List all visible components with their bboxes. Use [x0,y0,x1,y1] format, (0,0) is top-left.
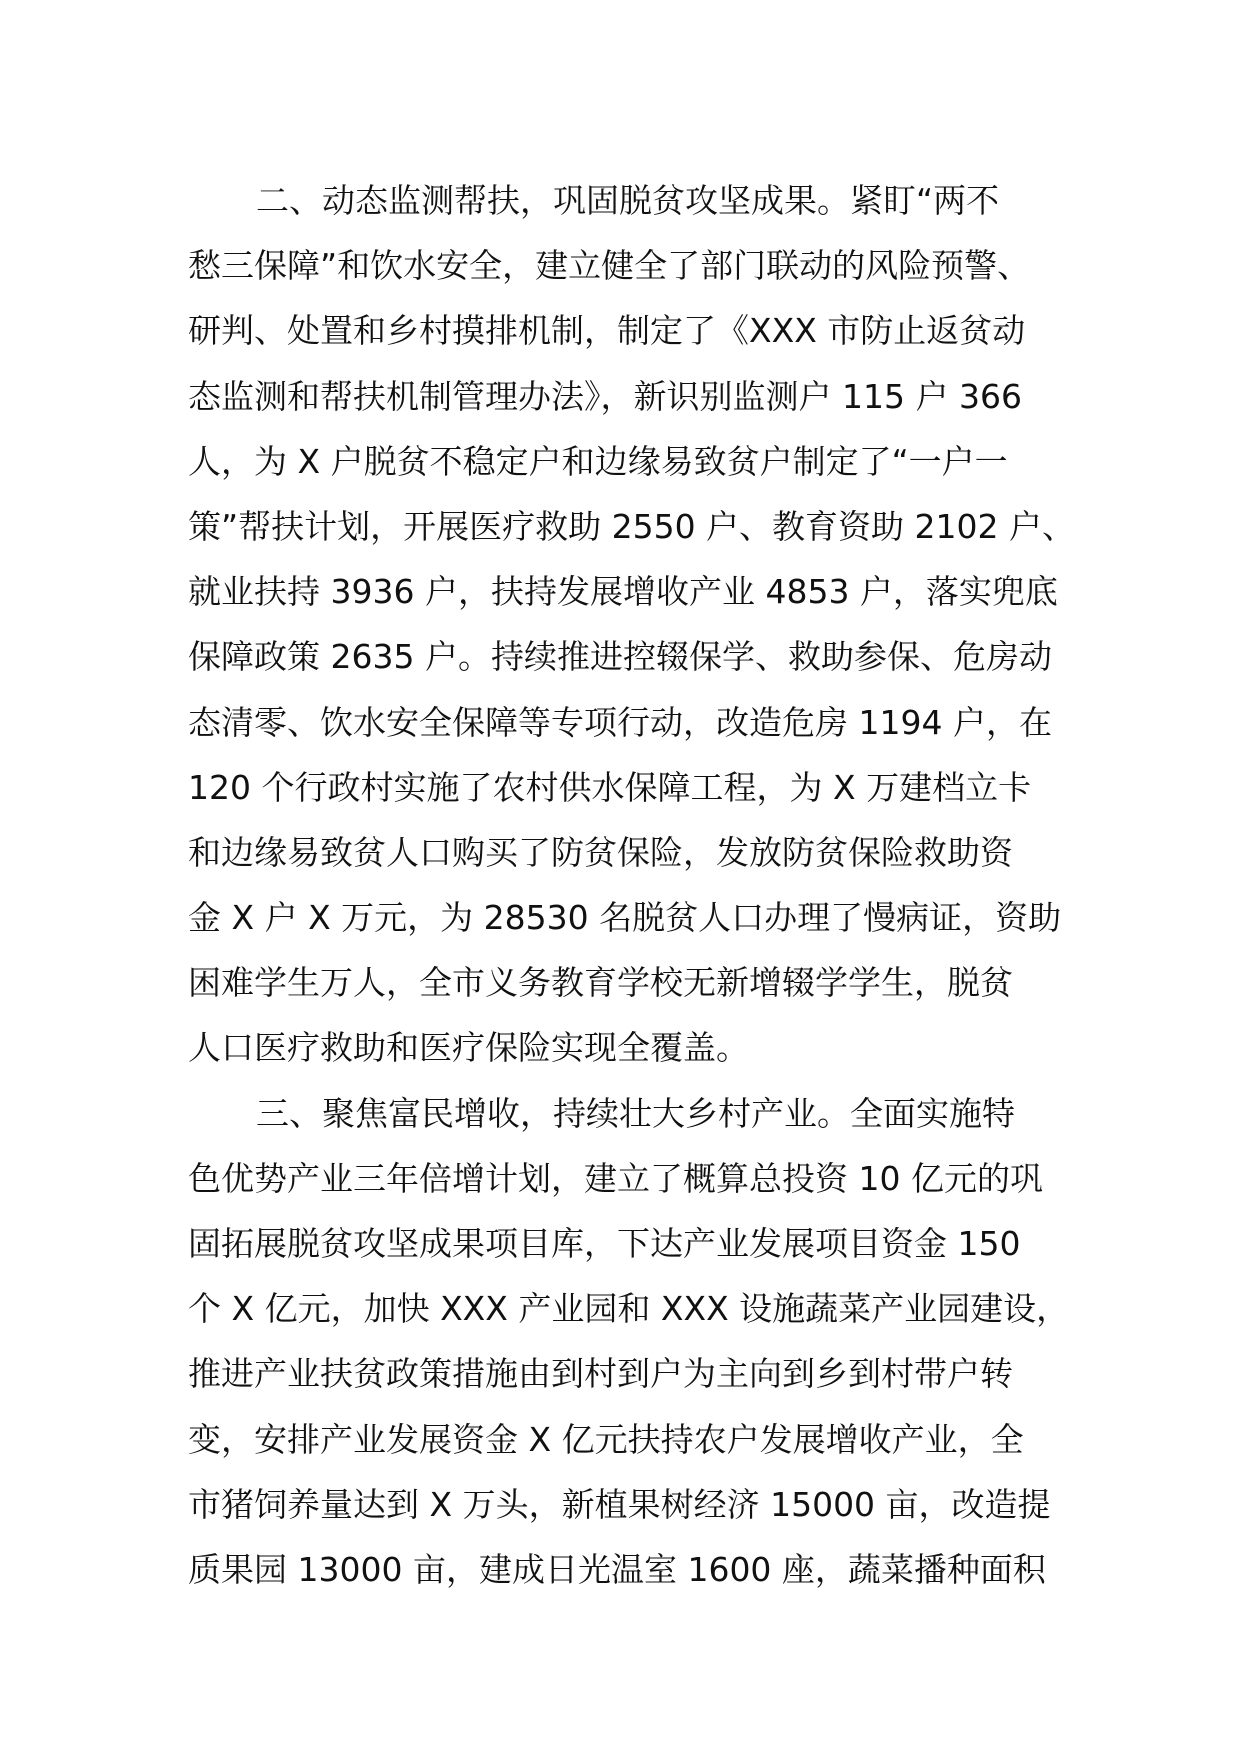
text-line: 金 X 户 X 万元，为 28530 名脱贫人口办理了慢病证，资助 [188,898,1062,938]
text-line: 愁三保障”和饮水安全，建立健全了部门联动的风险预警、 [188,246,1031,286]
text-line: 和边缘易致贫人口购买了防贫保险，发放防贫保险救助资 [188,832,1013,872]
text-line: 困难学生万人，全市义务教育学校无新增辍学学生，脱贫 [188,963,1013,1003]
text-line: 市猪饲养量达到 X 万头，新植果树经济 15000 亩，改造提 [188,1484,1051,1524]
text-line: 策”帮扶计划，开展医疗救助 2550 户、教育资助 2102 户、 [188,506,1076,546]
text-line: 120 个行政村实施了农村供水保障工程，为 X 万建档立卡 [188,767,1032,807]
text-line: 变，安排产业发展资金 X 亿元扶持农户发展增收产业，全 [188,1419,1024,1459]
text-line: 态清零、饮水安全保障等专项行动，改造危房 1194 户，在 [188,702,1052,742]
text-line: 就业扶持 3936 户，扶持发展增收产业 4853 户，落实兜底 [188,572,1058,612]
text-line: 研判、处置和乡村摸排机制，制定了《XXX 市防止返贫动 [188,311,1026,351]
text-line: 保障政策 2635 户。持续推进控辍保学、救助参保、危房动 [188,637,1052,677]
text-line: 推进产业扶贫政策措施由到村到户为主向到乡到村带户转 [188,1354,1013,1394]
text-line: 色优势产业三年倍增计划，建立了概算总投资 10 亿元的巩 [188,1158,1043,1198]
text-line: 人，为 X 户脱贫不稳定户和边缘易致贫户制定了“一户一 [188,441,1008,481]
text-line: 人口医疗救助和医疗保险实现全覆盖。 [188,1028,749,1068]
text-line: 态监测和帮扶机制管理办法》，新识别监测户 115 户 366 [188,376,1022,416]
paragraph-2-heading-line: 二、动态监测帮扶，巩固脱贫攻坚成果。紧盯“两不 [256,181,1000,220]
document-body [188,168,1088,1602]
text-line: 质果园 13000 亩，建成日光温室 1600 座，蔬菜播种面积 [188,1549,1046,1589]
text-line: 个 X 亿元，加快 XXX 产业园和 XXX 设施蔬菜产业园建设， [188,1289,1070,1329]
text-line: 固拓展脱贫攻坚成果项目库，下达产业发展项目资金 150 [188,1224,1021,1263]
paragraph-3-heading-line: 三、聚焦富民增收，持续壮大乡村产业。全面实施特 [256,1093,1015,1133]
